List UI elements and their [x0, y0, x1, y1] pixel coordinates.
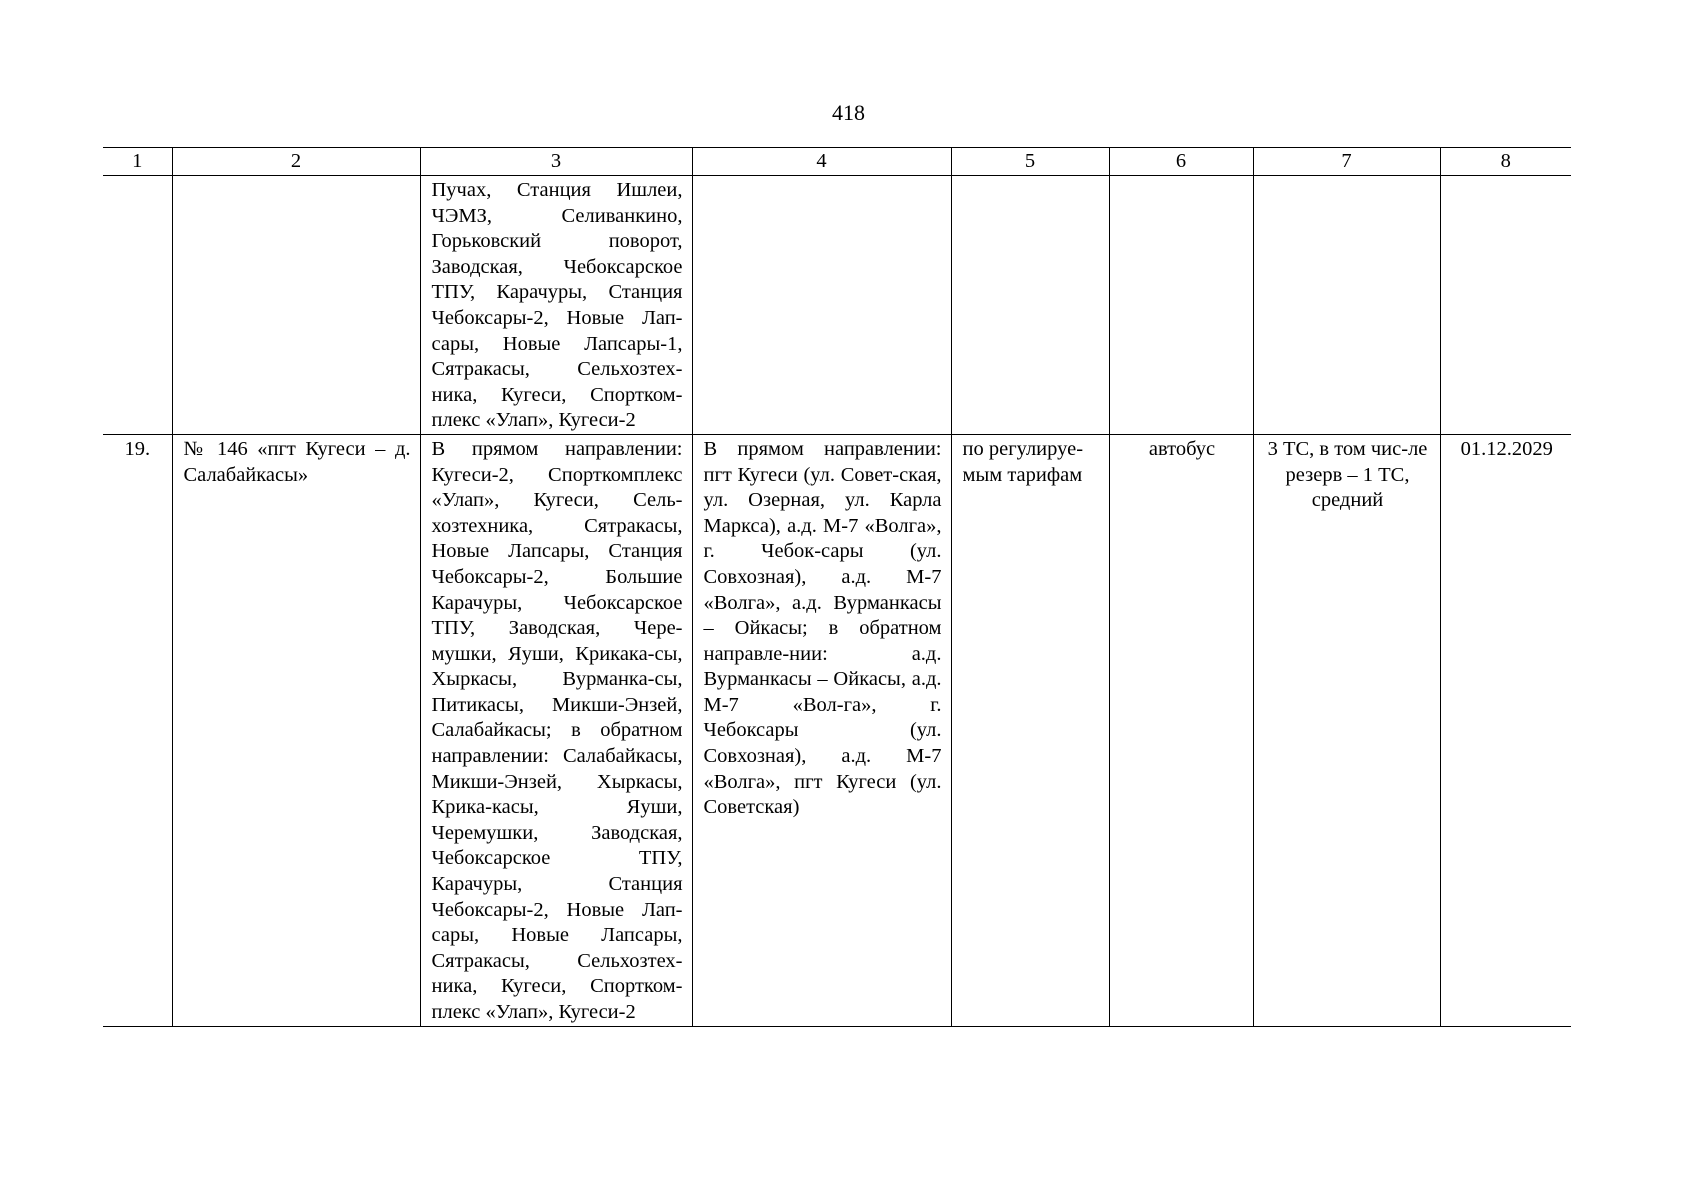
route-name-cell: № 146 «пгт Кугеси – д. Салабайкасы»: [172, 434, 420, 1026]
header-row: [103, 148, 1571, 176]
column-header: 7: [1253, 148, 1440, 176]
stops-cell: Пучах, Станция Ишлеи, ЧЭМЗ, Селиванкино, Горьковский поворот, Заводская, Чебоксарское ТПУ, Карачуры, Станция Чебоксары-2, Новые Лап-сары, Новые Лапсары-1, Сятракасы, Сельхозтех-ника, Кугеси, Спортком-плекс «Улап», Кугеси-2: [420, 176, 692, 435]
date-cell: 01.12.2029: [1440, 434, 1571, 1026]
vehicle-cell: [1109, 176, 1253, 435]
row-number-cell: 19.: [103, 434, 172, 1026]
column-header: 1: [103, 148, 172, 176]
column-header: 8: [1440, 148, 1571, 176]
table-row: [103, 176, 1571, 435]
date-cell: [1440, 176, 1571, 435]
route-name-cell: [172, 176, 420, 435]
row-number-cell: [103, 176, 172, 435]
column-header: 3: [420, 148, 692, 176]
tariff-cell: [951, 176, 1109, 435]
vehicle-cell: автобус: [1109, 434, 1253, 1026]
page-number: 418: [832, 100, 865, 125]
stops-cell: В прямом направлении: Кугеси-2, Спорткомплекс «Улап», Кугеси, Сель-хозтехника, Сятракасы, Новые Лапсары, Станция Чебоксары-2, Большие Карачуры, Чебоксарское ТПУ, Заводская, Чере-мушки, Яуши, Крикака-сы, Хыркасы, Вурманка-сы, Питикасы, Микши-Энзей, Салабайкасы; в обратном направлении: Салабайкасы, Микши-Энзей, Хыркасы, Крика-касы, Яуши, Черемушки, Заводская, Чебоксарское ТПУ, Карачуры, Станция Чебоксары-2, Новые Лап-сары, Новые Лапсары, Сятракасы, Сельхозтех-ника, Кугеси, Спортком-плекс «Улап», Кугеси-2: [420, 434, 692, 1026]
table-row: [103, 434, 1571, 1026]
route-table: [103, 147, 1571, 1027]
capacity-cell: [1253, 176, 1440, 435]
streets-cell: [692, 176, 951, 435]
tariff-cell: по регулируе-мым тарифам: [951, 434, 1109, 1026]
column-header: 6: [1109, 148, 1253, 176]
capacity-cell: 3 ТС, в том чис-ле резерв – 1 ТС, средний: [1253, 434, 1440, 1026]
column-header: 2: [172, 148, 420, 176]
column-header: 4: [692, 148, 951, 176]
streets-cell: В прямом направлении: пгт Кугеси (ул. Совет-ская, ул. Озерная, ул. Карла Маркса), а.д. М-7 «Волга», г. Чебок-сары (ул. Совхозная), а.д. М-7 «Волга», а.д. Вурманкасы – Ойкасы; в обратном направле-нии: а.д. Вурманкасы – Ойкасы, а.д. М-7 «Вол-га», г. Чебоксары (ул. Совхозная), а.д. М-7 «Волга», пгт Кугеси (ул. Советская): [692, 434, 951, 1026]
column-header: 5: [951, 148, 1109, 176]
